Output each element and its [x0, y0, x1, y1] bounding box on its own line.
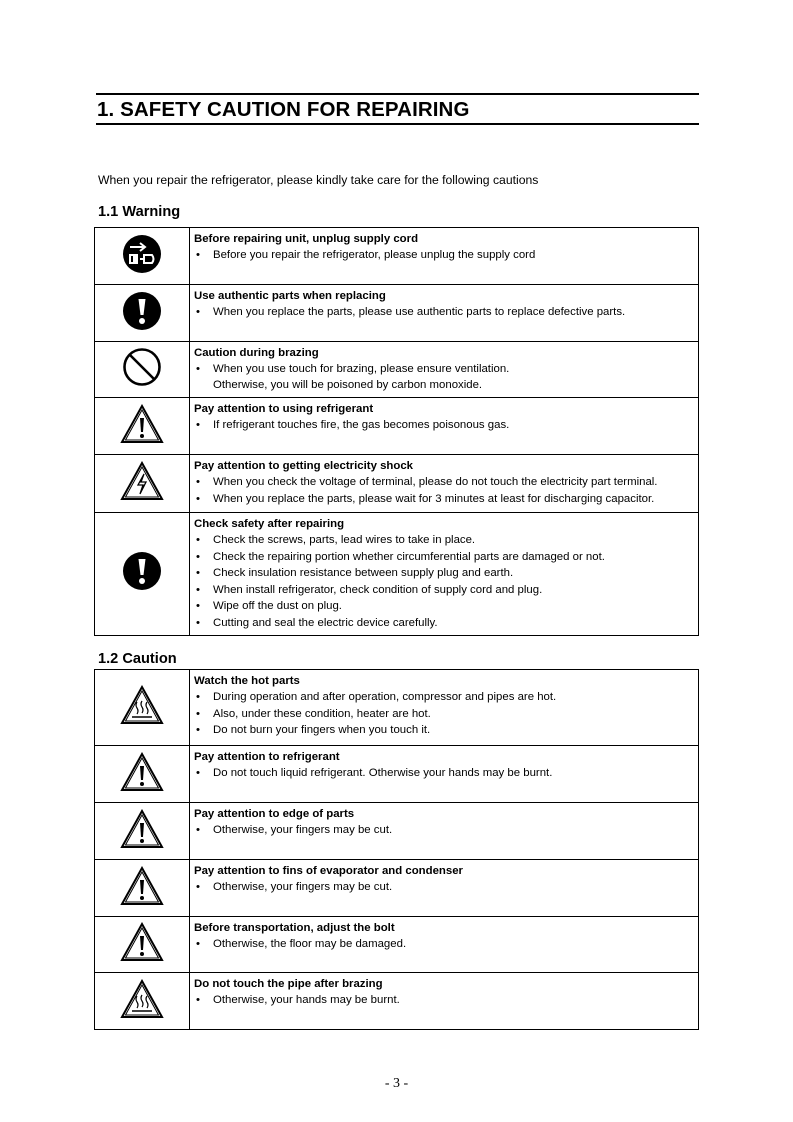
- bullet-item: • When you replace the parts, please wait for 3 minutes at least for discharging capacitor.: [194, 491, 694, 508]
- mandatory-exclamation-icon: [122, 551, 162, 591]
- warning-row: [95, 285, 699, 342]
- bullet-item: • Check the repairing portion whether circumferential parts are damaged or not.: [194, 549, 694, 566]
- bullet-list: [194, 879, 694, 896]
- bullet-item: • Do not touch liquid refrigerant. Otherwise your hands may be burnt.: [194, 765, 694, 782]
- icon-cell: [95, 342, 190, 398]
- text-cell: [190, 860, 699, 917]
- bullet-item: • During operation and after operation, compressor and pipes are hot.: [194, 689, 694, 706]
- text-cell: [190, 973, 699, 1030]
- title-bottom-rule: [96, 123, 699, 125]
- text-cell: [190, 917, 699, 973]
- bullet-list: [194, 992, 694, 1009]
- row-title: Do not touch the pipe after brazing: [194, 978, 383, 990]
- text-cell: [190, 342, 699, 398]
- row-title: Pay attention to fins of evaporator and condenser: [194, 865, 463, 877]
- bullet-list: [194, 532, 694, 632]
- warning-triangle-icon: [120, 752, 164, 792]
- icon-cell: [95, 455, 190, 513]
- bullet-continuation: Otherwise, you will be poisoned by carbon monoxide.: [213, 378, 483, 391]
- mandatory-exclamation-icon: [122, 291, 162, 331]
- icon-cell: [95, 398, 190, 455]
- bullet-item: • Check insulation resistance between supply plug and earth.: [194, 565, 694, 582]
- warning-heading: 1.1 Warning: [98, 204, 181, 220]
- icon-cell: [95, 803, 190, 860]
- prohibition-icon: [122, 347, 162, 387]
- caution-row: [95, 746, 699, 803]
- caution-row: [95, 670, 699, 746]
- bullet-list: [194, 474, 694, 507]
- icon-cell: [95, 228, 190, 285]
- text-cell: [190, 398, 699, 455]
- caution-table: [94, 669, 699, 1030]
- icon-cell: [95, 746, 190, 803]
- bullet-item: • Check the screws, parts, lead wires to take in place.: [194, 532, 694, 549]
- text-cell: [190, 803, 699, 860]
- text-cell: [190, 670, 699, 746]
- bullet-list: [194, 361, 694, 378]
- text-cell: [190, 455, 699, 513]
- bullet-item: • Otherwise, your fingers may be cut.: [194, 822, 694, 839]
- warning-row: [95, 513, 699, 636]
- bullet-item: • When you replace the parts, please use authentic parts to replace defective parts.: [194, 304, 694, 321]
- bullet-item: • Wipe off the dust on plug.: [194, 598, 694, 615]
- bullet-item: • Otherwise, your fingers may be cut.: [194, 879, 694, 896]
- text-cell: [190, 513, 699, 636]
- text-cell: [190, 285, 699, 342]
- page-title: 1. SAFETY CAUTION FOR REPAIRING: [97, 98, 470, 121]
- warning-triangle-icon: [120, 866, 164, 906]
- text-cell: [190, 228, 699, 285]
- warning-table: [94, 227, 699, 636]
- row-title: Pay attention to edge of parts: [194, 808, 355, 820]
- page-number: - 3 -: [384, 1076, 409, 1091]
- row-title: Pay attention to getting electricity shock: [194, 460, 413, 472]
- bullet-list: [194, 417, 694, 434]
- icon-cell: [95, 917, 190, 973]
- bullet-item: • Also, under these condition, heater are hot.: [194, 706, 694, 723]
- icon-cell: [95, 973, 190, 1030]
- bullet-item: • Before you repair the refrigerator, please unplug the supply cord: [194, 247, 694, 264]
- row-title: Pay attention to using refrigerant: [194, 403, 374, 415]
- bullet-list: [194, 765, 694, 782]
- electric-shock-icon: [120, 461, 164, 501]
- bullet-item: • Do not burn your fingers when you touch it.: [194, 722, 694, 739]
- warning-row: [95, 398, 699, 455]
- row-title: Before repairing unit, unplug supply cord: [194, 233, 419, 245]
- warning-row: [95, 455, 699, 513]
- icon-cell: [95, 860, 190, 917]
- warning-triangle-icon: [120, 922, 164, 962]
- bullet-item: • When you check the voltage of terminal, please do not touch the electricity part terminal.: [194, 474, 694, 491]
- warning-row: [95, 228, 699, 285]
- bullet-list: [194, 247, 694, 264]
- warning-triangle-icon: [120, 809, 164, 849]
- bullet-item: • Otherwise, the floor may be damaged.: [194, 936, 694, 953]
- row-title: Watch the hot parts: [194, 675, 300, 687]
- bullet-item: • When install refrigerator, check condition of supply cord and plug.: [194, 582, 694, 599]
- row-title: Use authentic parts when replacing: [194, 290, 386, 302]
- icon-cell: [95, 670, 190, 746]
- bullet-list: [194, 936, 694, 953]
- hot-surface-icon: [120, 685, 164, 725]
- caution-row: [95, 917, 699, 973]
- row-title: Check safety after repairing: [194, 518, 345, 530]
- warning-triangle-icon: [120, 404, 164, 444]
- row-title: Before transportation, adjust the bolt: [194, 922, 395, 934]
- icon-cell: [95, 285, 190, 342]
- bullet-list: [194, 689, 694, 739]
- title-top-rule: [96, 93, 699, 95]
- caution-heading: 1.2 Caution: [98, 651, 177, 667]
- caution-row: [95, 973, 699, 1030]
- text-cell: [190, 746, 699, 803]
- row-title: Caution during brazing: [194, 347, 319, 359]
- bullet-item: • Cutting and seal the electric device carefully.: [194, 615, 694, 632]
- icon-cell: [95, 513, 190, 636]
- warning-row: [95, 342, 699, 398]
- unplug-icon: [122, 234, 162, 274]
- intro-text: When you repair the refrigerator, please kindly take care for the following cautions: [98, 173, 539, 187]
- hot-surface-icon: [120, 979, 164, 1019]
- caution-row: [95, 803, 699, 860]
- warning-table-body: [95, 228, 699, 636]
- bullet-list: [194, 822, 694, 839]
- caution-table-body: [95, 670, 699, 1030]
- bullet-item: • Otherwise, your hands may be burnt.: [194, 992, 694, 1009]
- caution-row: [95, 860, 699, 917]
- bullet-item: • If refrigerant touches fire, the gas becomes poisonous gas.: [194, 417, 694, 434]
- row-title: Pay attention to refrigerant: [194, 751, 340, 763]
- bullet-list: [194, 304, 694, 321]
- bullet-item: • When you use touch for brazing, please ensure ventilation.: [194, 361, 694, 378]
